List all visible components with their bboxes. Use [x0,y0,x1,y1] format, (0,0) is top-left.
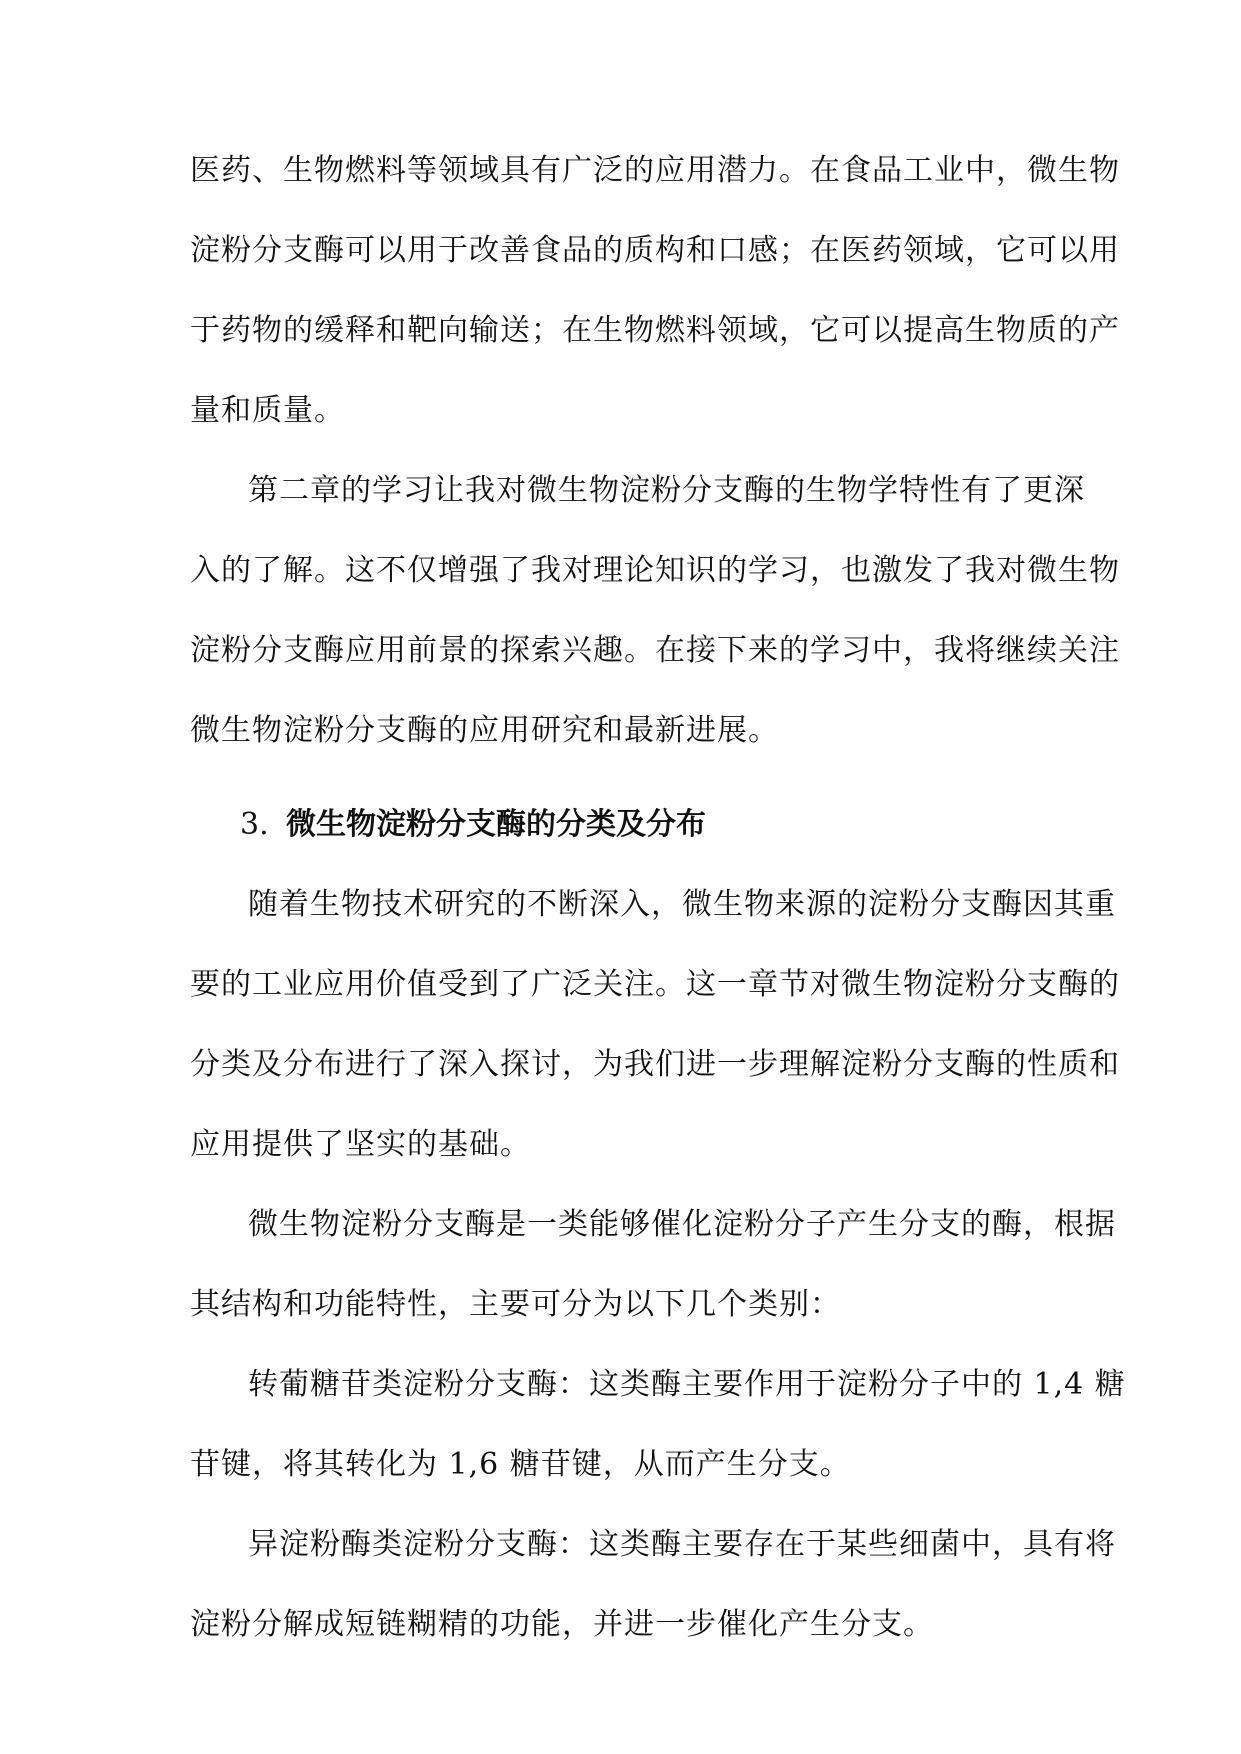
classification-intro-paragraph [190,1194,1116,1354]
paragraph-first-line: 微生物淀粉分支酶是一类能够催化淀粉分子产生分支的酶，根据 [248,1207,1116,1242]
paragraph-first-line: 第二章的学习让我对微生物淀粉分支酶的生物学特性有了更深 [248,473,1085,508]
paragraph-line: 淀粉分支酶应用前景的探索兴趣。在接下来的学习中，我将继续关注 [190,633,1120,668]
paragraph-line: 入的了解。这不仅增强了我对理论知识的学习，也激发了我对微生物 [190,553,1120,588]
chapter-reflection-paragraph [190,460,1120,780]
paragraph-line: 微生物淀粉分支酶的应用研究和最新进展。 [190,713,779,748]
section-title: 微生物淀粉分支酶的分类及分布 [286,807,706,842]
paragraph-line: 要的工业应用价值受到了广泛关注。这一章节对微生物淀粉分支酶的 [190,967,1120,1002]
transglucosidase-category-paragraph [190,1354,1126,1514]
paragraph-line: 医药、生物燃料等领域具有广泛的应用潜力。在食品工业中，微生物 [190,153,1120,188]
paragraph-line: 于药物的缓释和靶向输送；在生物燃料领域，它可以提高生物质的产 [190,313,1120,348]
paragraph-line: 其结构和功能特性，主要可分为以下几个类别： [190,1287,841,1322]
section-spacing [190,780,1060,794]
paragraph-line: 应用提供了坚实的基础。 [190,1127,531,1162]
paragraph-first-line: 异淀粉酶类淀粉分支酶：这类酶主要存在于某些细菌中，具有将 [248,1527,1116,1562]
paragraph-line: 量和质量。 [190,393,345,428]
section-heading [190,794,1060,874]
document-page [190,140,1126,1674]
paragraph-line: 分类及分布进行了深入探讨，为我们进一步理解淀粉分支酶的性质和 [190,1047,1120,1082]
paragraph-first-line: 转葡糖苷类淀粉分支酶：这类酶主要作用于淀粉分子中的 1,4 糖 [248,1367,1126,1402]
intro-paragraph-continued [190,140,1120,460]
paragraph-line: 淀粉分解成短链糊精的功能，并进一步催化产生分支。 [190,1607,934,1642]
isoamylase-category-paragraph [190,1514,1116,1674]
paragraph-first-line: 随着生物技术研究的不断深入，微生物来源的淀粉分支酶因其重 [248,887,1116,922]
section-number: 3. [240,807,269,842]
paragraph-line: 淀粉分支酶可以用于改善食品的质构和口感；在医药领域，它可以用 [190,233,1120,268]
section-intro-paragraph [190,874,1120,1194]
paragraph-line: 苷键，将其转化为 1,6 糖苷键，从而产生分支。 [190,1447,851,1482]
